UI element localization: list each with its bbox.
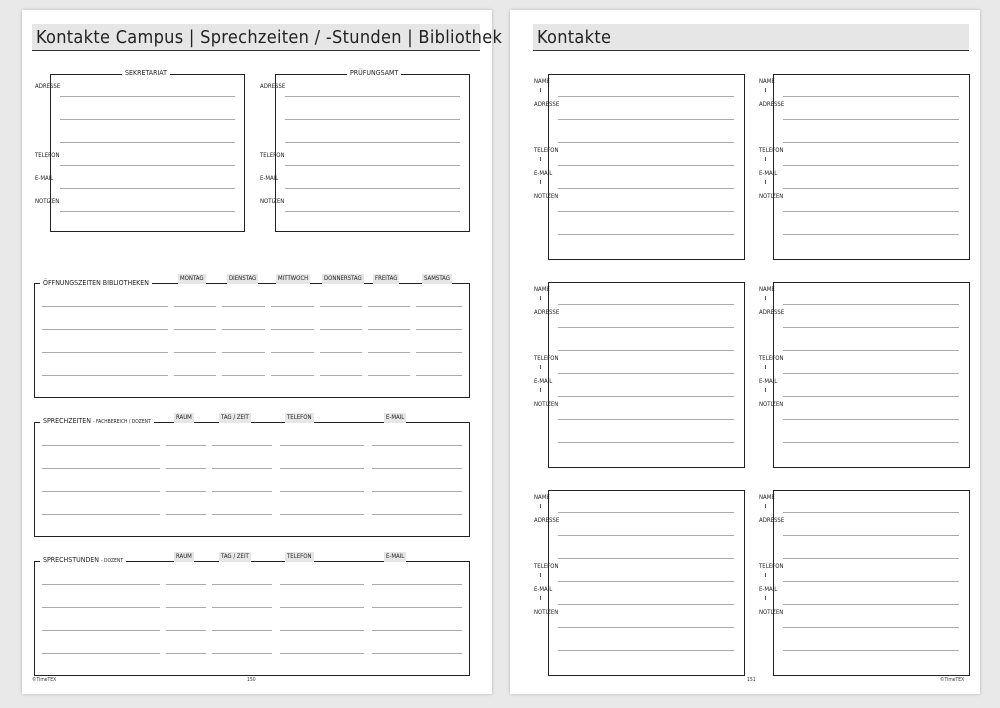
contact-field-label: NOTIZEN: [534, 193, 559, 200]
writing-line: [783, 535, 959, 536]
field-tick: [765, 157, 766, 161]
table-line: [166, 468, 206, 469]
library-col-wednesday: MITTWOCH: [278, 275, 309, 282]
writing-line: [783, 650, 959, 651]
office-col-email: E-MAIL: [386, 414, 405, 421]
writing-line: [783, 604, 959, 605]
writing-line: [783, 165, 959, 166]
library-col-friday: FREITAG: [375, 275, 398, 282]
table-line: [372, 468, 462, 469]
contact-field-label: NOTIZEN: [534, 401, 559, 408]
contact-field-label: NAME: [759, 494, 775, 501]
field-tick: [540, 180, 541, 184]
page-title: Kontakte Campus | Sprechzeiten / -Stunden | Bibliothek: [32, 24, 480, 51]
consultation-hours-title: [40, 555, 126, 566]
consultation-col-email: E-MAIL: [386, 553, 405, 560]
contact-field-label: TELEFON: [759, 355, 784, 362]
contact-field-label: TELEFON: [759, 147, 784, 154]
writing-line: [60, 211, 235, 212]
table-line: [212, 491, 272, 492]
consultation-col-room: RAUM: [176, 553, 192, 560]
writing-line: [60, 96, 235, 97]
table-line: [222, 375, 265, 376]
table-line: [372, 630, 462, 631]
field-tick: [540, 573, 541, 577]
contact-field-label: E-MAIL: [534, 170, 553, 177]
writing-line: [783, 396, 959, 397]
field-tick: [540, 596, 541, 600]
field-tick: [540, 296, 541, 300]
writing-line: [558, 581, 734, 582]
table-line: [416, 352, 462, 353]
contact-field-label: ADRESSE: [534, 517, 560, 524]
table-line: [212, 653, 272, 654]
field-tick: [540, 157, 541, 161]
writing-line: [783, 373, 959, 374]
table-line: [271, 375, 314, 376]
table-line: [320, 306, 362, 307]
field-tick: [540, 365, 541, 369]
contact-field-label: E-MAIL: [534, 378, 553, 385]
table-line: [42, 329, 168, 330]
writing-line: [783, 327, 959, 328]
table-line: [372, 491, 462, 492]
consultation-col-daytime: TAG / ZEIT: [221, 553, 249, 560]
office-hours-title: [40, 416, 154, 427]
contact-card: [773, 282, 970, 468]
table-line: [42, 491, 160, 492]
exam-office-box: [275, 74, 470, 232]
contact-field-label: NAME: [534, 286, 550, 293]
table-line: [212, 445, 272, 446]
contact-field-label: NOTIZEN: [759, 609, 784, 616]
contact-field-label: ADRESSE: [759, 309, 785, 316]
table-line: [280, 607, 364, 608]
library-col-monday: MONTAG: [180, 275, 204, 282]
writing-line: [783, 442, 959, 443]
exam-office-title: PRÜFUNGSAMT: [347, 68, 401, 78]
table-line: [42, 352, 168, 353]
contact-field-label: ADRESSE: [534, 309, 560, 316]
table-line: [320, 352, 362, 353]
contact-field-label: NOTIZEN: [759, 193, 784, 200]
page-number: 150: [247, 677, 256, 683]
writing-line: [558, 211, 734, 212]
writing-line: [558, 165, 734, 166]
table-line: [271, 306, 314, 307]
table-line: [174, 329, 216, 330]
exam-office-email-label: E-MAIL: [260, 175, 279, 182]
field-tick: [540, 388, 541, 392]
contact-field-label: E-MAIL: [759, 378, 778, 385]
table-line: [372, 445, 462, 446]
table-line: [368, 329, 410, 330]
footer-brand: ©TimeTEX: [32, 677, 57, 683]
consultation-hours-box: [34, 561, 470, 676]
table-line: [166, 653, 206, 654]
writing-line: [783, 558, 959, 559]
table-line: [42, 306, 168, 307]
table-line: [212, 630, 272, 631]
office-col-phone: TELEFON: [287, 414, 312, 421]
contact-field-label: NAME: [534, 494, 550, 501]
writing-line: [783, 234, 959, 235]
table-line: [174, 306, 216, 307]
consultation-col-phone: TELEFON: [287, 553, 312, 560]
writing-line: [783, 142, 959, 143]
secretariat-notes-label: NOTIZEN: [35, 198, 60, 205]
writing-line: [558, 327, 734, 328]
table-line: [212, 468, 272, 469]
writing-line: [285, 96, 460, 97]
field-tick: [765, 296, 766, 300]
consultation-hours-subtitle: - DOZENT: [101, 558, 124, 564]
table-line: [42, 375, 168, 376]
contact-field-label: NOTIZEN: [534, 609, 559, 616]
secretariat-title: SEKRETARIAT: [122, 68, 170, 78]
field-tick: [765, 596, 766, 600]
writing-line: [558, 119, 734, 120]
table-line: [174, 352, 216, 353]
library-col-saturday: SAMSTAG: [424, 275, 450, 282]
table-line: [271, 352, 314, 353]
contact-card: [773, 490, 970, 676]
table-line: [222, 329, 265, 330]
library-col-tuesday: DIENSTAG: [229, 275, 257, 282]
field-tick: [765, 504, 766, 508]
table-line: [42, 445, 160, 446]
writing-line: [558, 512, 734, 513]
table-line: [166, 445, 206, 446]
contact-field-label: NOTIZEN: [759, 401, 784, 408]
writing-line: [285, 119, 460, 120]
field-tick: [765, 180, 766, 184]
writing-line: [558, 96, 734, 97]
writing-line: [783, 419, 959, 420]
contact-field-label: NAME: [534, 78, 550, 85]
contact-card: [548, 490, 745, 676]
table-line: [368, 352, 410, 353]
writing-line: [558, 373, 734, 374]
contact-card: [548, 74, 745, 260]
table-line: [42, 630, 160, 631]
secretariat-address-label: ADRESSE: [35, 83, 61, 90]
contact-field-label: TELEFON: [534, 147, 559, 154]
contact-field-label: E-MAIL: [759, 170, 778, 177]
table-line: [166, 607, 206, 608]
table-line: [280, 445, 364, 446]
writing-line: [60, 119, 235, 120]
writing-line: [558, 627, 734, 628]
table-line: [368, 306, 410, 307]
footer-brand-right: ©TimeTEX: [940, 677, 965, 683]
table-line: [271, 329, 314, 330]
writing-line: [558, 188, 734, 189]
office-hours-box: [34, 422, 470, 537]
writing-line: [558, 650, 734, 651]
writing-line: [558, 535, 734, 536]
right-page: [510, 10, 980, 694]
table-line: [368, 375, 410, 376]
left-page: [22, 10, 503, 694]
table-line: [372, 514, 462, 515]
writing-line: [285, 165, 460, 166]
office-col-room: RAUM: [176, 414, 192, 421]
table-line: [42, 514, 160, 515]
secretariat-email-label: E-MAIL: [35, 175, 54, 182]
writing-line: [783, 350, 959, 351]
contact-field-label: NAME: [759, 78, 775, 85]
writing-line: [285, 211, 460, 212]
consultation-hours-heading: SPRECHSTUNDEN: [43, 556, 99, 564]
contact-field-label: NAME: [759, 286, 775, 293]
table-line: [212, 584, 272, 585]
field-tick: [765, 573, 766, 577]
table-line: [280, 491, 364, 492]
writing-line: [783, 119, 959, 120]
table-line: [42, 468, 160, 469]
table-line: [372, 607, 462, 608]
field-tick: [540, 504, 541, 508]
secretariat-phone-label: TELEFON: [35, 152, 60, 159]
writing-line: [558, 604, 734, 605]
table-line: [416, 306, 462, 307]
writing-line: [558, 396, 734, 397]
table-line: [280, 514, 364, 515]
writing-line: [783, 627, 959, 628]
contact-field-label: TELEFON: [534, 355, 559, 362]
table-line: [222, 352, 265, 353]
contact-field-label: TELEFON: [534, 563, 559, 570]
table-line: [372, 653, 462, 654]
writing-line: [60, 165, 235, 166]
page-number-right: 151: [747, 677, 756, 683]
secretariat-box: [50, 74, 245, 232]
library-col-thursday: DONNERSTAG: [324, 275, 362, 282]
library-hours-box: [34, 283, 470, 398]
contact-field-label: TELEFON: [759, 563, 784, 570]
field-tick: [540, 88, 541, 92]
table-line: [212, 607, 272, 608]
table-line: [222, 306, 265, 307]
writing-line: [285, 188, 460, 189]
writing-line: [285, 142, 460, 143]
table-line: [166, 584, 206, 585]
contact-field-label: E-MAIL: [759, 586, 778, 593]
writing-line: [783, 512, 959, 513]
table-line: [416, 375, 462, 376]
table-line: [166, 514, 206, 515]
table-line: [42, 607, 160, 608]
field-tick: [765, 88, 766, 92]
contact-field-label: E-MAIL: [534, 586, 553, 593]
field-tick: [765, 365, 766, 369]
contact-field-label: ADRESSE: [759, 517, 785, 524]
writing-line: [558, 234, 734, 235]
table-line: [320, 329, 362, 330]
writing-line: [558, 558, 734, 559]
exam-office-phone-label: TELEFON: [260, 152, 285, 159]
contact-card: [773, 74, 970, 260]
table-line: [372, 584, 462, 585]
writing-line: [558, 142, 734, 143]
field-tick: [765, 388, 766, 392]
table-line: [42, 584, 160, 585]
table-line: [280, 584, 364, 585]
table-line: [166, 630, 206, 631]
writing-line: [558, 350, 734, 351]
contact-field-label: ADRESSE: [759, 101, 785, 108]
table-line: [280, 653, 364, 654]
contact-card: [548, 282, 745, 468]
table-line: [42, 653, 160, 654]
contact-field-label: ADRESSE: [534, 101, 560, 108]
writing-line: [60, 188, 235, 189]
table-line: [280, 468, 364, 469]
table-line: [280, 630, 364, 631]
office-col-daytime: TAG / ZEIT: [221, 414, 249, 421]
writing-line: [783, 304, 959, 305]
table-line: [212, 514, 272, 515]
office-hours-subtitle: - FACHBEREICH / DOZENT: [92, 419, 151, 425]
table-line: [320, 375, 362, 376]
writing-line: [558, 442, 734, 443]
writing-line: [783, 211, 959, 212]
office-hours-heading: SPRECHZEITEN: [43, 417, 91, 425]
writing-line: [783, 96, 959, 97]
writing-line: [558, 304, 734, 305]
writing-line: [783, 188, 959, 189]
writing-line: [558, 419, 734, 420]
table-line: [416, 329, 462, 330]
table-line: [174, 375, 216, 376]
page-title-right: Kontakte: [533, 24, 969, 51]
writing-line: [60, 142, 235, 143]
writing-line: [783, 581, 959, 582]
exam-office-notes-label: NOTIZEN: [260, 198, 285, 205]
table-line: [166, 491, 206, 492]
exam-office-address-label: ADRESSE: [260, 83, 286, 90]
library-hours-title: ÖFFNUNGSZEITEN BIBLIOTHEKEN: [40, 278, 152, 288]
